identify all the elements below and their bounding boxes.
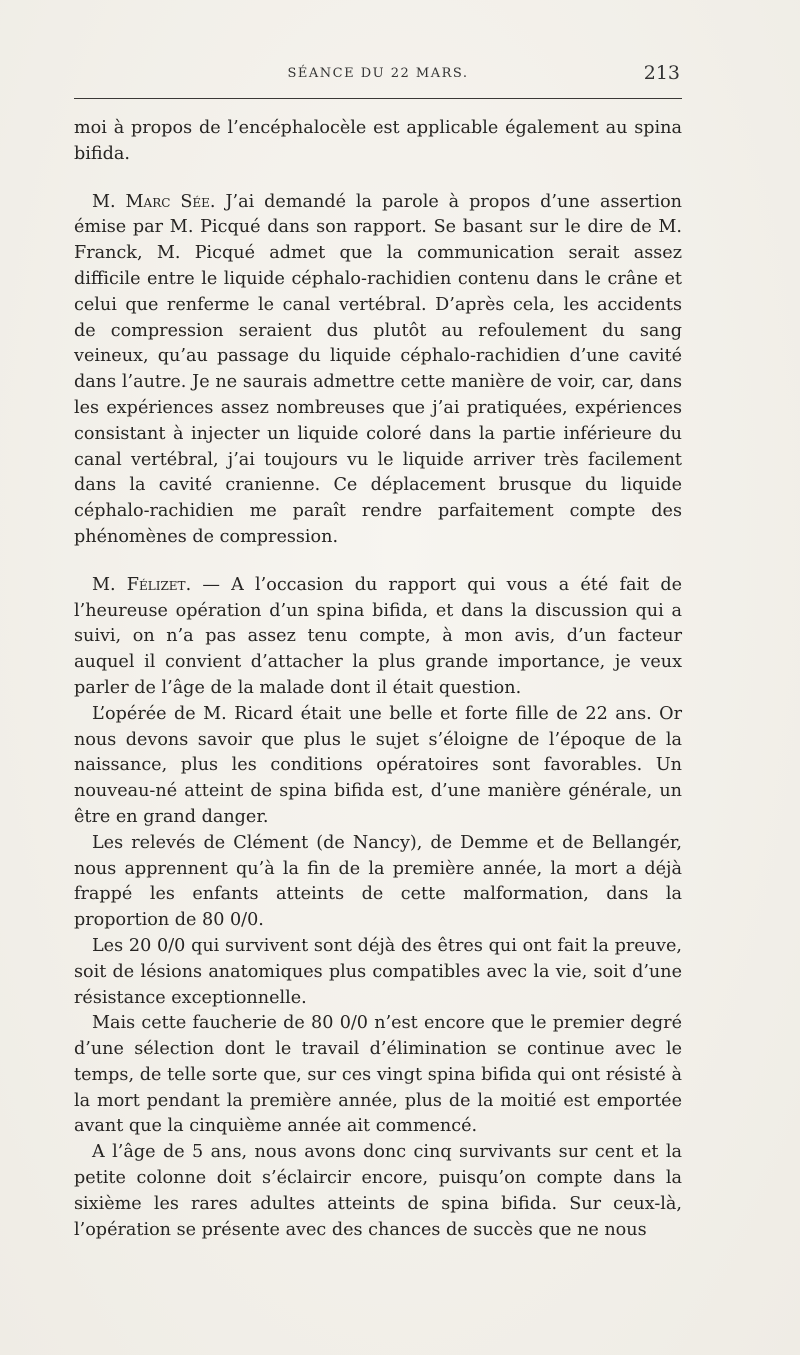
paragraph bbox=[74, 1140, 682, 1243]
paragraph-text: — A l’occasion du rapport qui vous a été fait de l’heureuse opération d’un spina bifida, et dans la discussion qui a suivi, on n’a pas assez tenu compte, à mon avis, d’un facteur auquel il convient d’attacher la plus grande importance, je veux parler de l’âge de la malade dont il était question. bbox=[74, 574, 682, 698]
paragraph-text: J’ai demandé la parole à propos d’une assertion émise par M. Picqué dans son rapport. Se basant sur le dire de M. Franck, M. Picqué admet que la communication serait assez difficile entre le liquide céphalo-rachidien contenu dans le crâne et celui que renferme le canal vertébral. D’après cela, les accidents de compression seraient dus plutôt au refoulement du sang veineux, qu’au passage du liquide céphalo-rachidien d’une cavité dans l’autre. Je ne saurais admettre cette manière de voir, car, dans les expériences assez nombreuses que j’ai pratiquées, expériences consistant à injecter un liquide coloré dans la partie inférieure du canal vertébral, j’ai toujours vu le liquide arriver très facilement dans la cavité cranienne. Ce déplacement brusque du liquide céphalo-rachidien me paraît rendre parfaitement compte des phénomènes de compression. bbox=[74, 191, 683, 547]
paragraph-marc-see bbox=[74, 190, 682, 551]
paragraph bbox=[74, 702, 682, 831]
paragraph-continuation bbox=[74, 116, 682, 168]
header-rule bbox=[74, 98, 682, 99]
paragraph-text: L’opérée de M. Ricard était une belle et forte fille de 22 ans. Or nous devons savoir que plus le sujet s’éloigne de l’époque de la naissance, plus les conditions opératoires sont favorables. Un nouveau-né atteint de spina bifida est, d’une manière générale, un être en grand danger. bbox=[74, 703, 682, 827]
paragraph-text: Mais cette faucherie de 80 0/0 n’est encore que le premier degré d’une sélection dont le travail d’élimination se continue avec le temps, de telle sorte que, sur ces vingt spina bifida qui ont résisté à la mort pendant la première année, plus de la moitié est emportée avant que la cinquième année ait commencé. bbox=[74, 1013, 682, 1137]
paragraph-text: Les relevés de Clément (de Nancy), de Demme et de Bellangér, nous apprennent qu’à la fin de la première année, la mort a déjà frappé les enfants atteints de cette malformation, dans la proportion de 80 0/0. bbox=[74, 832, 682, 931]
paragraph bbox=[74, 1011, 682, 1140]
speaker-name: M. Marc Sée. bbox=[92, 191, 216, 212]
page-header bbox=[74, 62, 682, 92]
speaker-name: M. Félizet. bbox=[92, 574, 192, 595]
paragraph bbox=[74, 934, 682, 1011]
paragraph-text: Les 20 0/0 qui survivent sont déjà des êtres qui ont fait la preuve, soit de lésions anatomiques plus compatibles avec la vie, soit d’une résistance exceptionnelle. bbox=[74, 935, 682, 1008]
paragraph-text: moi à propos de l’encéphalocèle est applicable également au spina bifida. bbox=[74, 118, 682, 164]
paragraph-felizet bbox=[74, 573, 682, 702]
running-head: SÉANCE DU 22 MARS. bbox=[287, 66, 469, 81]
paragraph bbox=[74, 831, 682, 934]
paragraph-text: A l’âge de 5 ans, nous avons donc cinq survivants sur cent et la petite colonne doit s’éclaircir encore, puisqu’on compte dans la sixième les rares adultes atteints de spina bifida. Sur ceux-là, l’opération se présente avec des chances de succès que ne nous bbox=[74, 1142, 682, 1240]
body-text bbox=[74, 116, 682, 1243]
page-number: 213 bbox=[643, 62, 680, 84]
